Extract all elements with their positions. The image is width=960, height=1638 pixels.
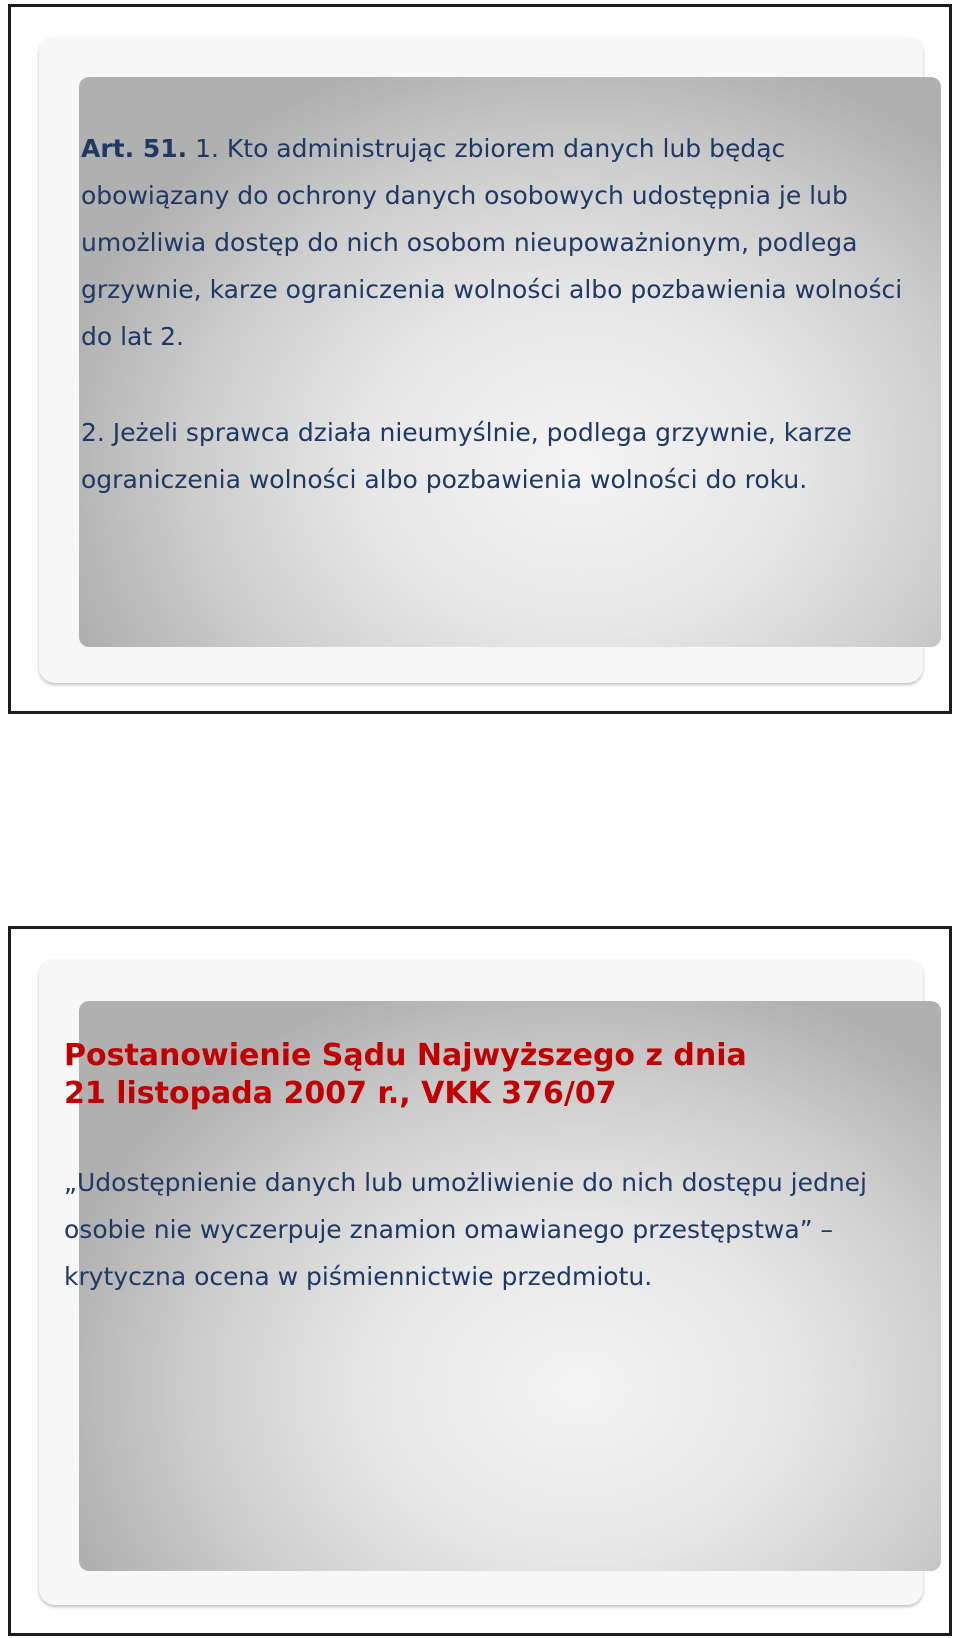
slide-1 (8, 4, 952, 714)
article-51-paragraph-1 (81, 125, 911, 360)
court-ruling-quote: „Udostępnienie danych lub umożliwienie do nich dostępu jednej osobie nie wyczerpuje znamion omawianego przestępstwa” – krytyczna ocena w piśmiennictwie przedmiotu. (64, 1168, 867, 1291)
article-51-paragraph-2: 2. Jeżeli sprawca działa nieumyślnie, podlega grzywnie, karze ograniczenia wolności albo pozbawienia wolności do roku. (81, 418, 852, 494)
heading-line-2: 21 listopada 2007 r., VKK 376/07 (64, 1076, 617, 1111)
paragraph-1-text: 1. Kto administrując zbiorem danych lub będąc obowiązany do ochrony danych osobowych udostępnia je lub umożliwia dostęp do nich osobom nieupoważnionym, podlega grzywnie, karze ograniczenia wolności albo pozbawienia wolności do lat 2. (81, 134, 903, 351)
article-label: Art. 51. (81, 134, 188, 163)
heading-line-1: Postanowienie Sądu Najwyższego z dnia (64, 1038, 747, 1073)
slide-2 (8, 926, 952, 1636)
slide-2-heading (64, 1037, 904, 1113)
